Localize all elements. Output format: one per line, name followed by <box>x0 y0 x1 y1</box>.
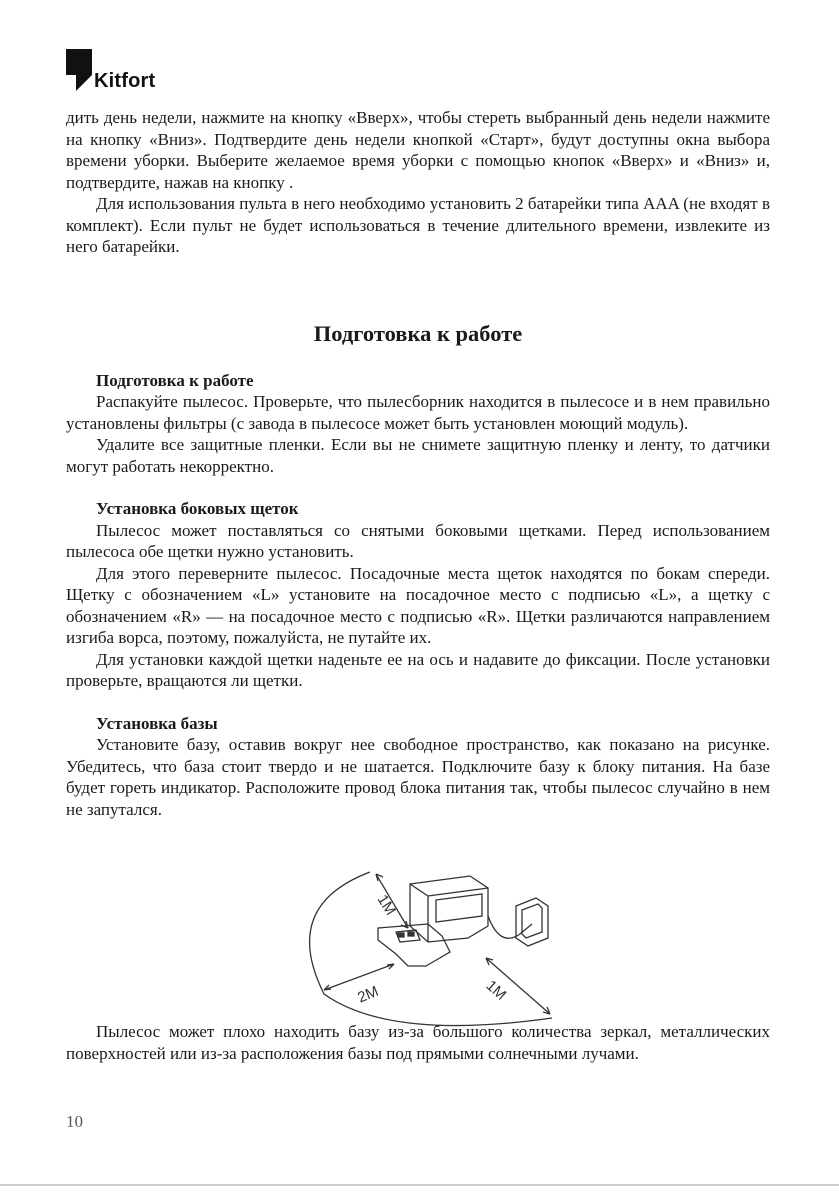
intro-paragraph-2: Для использования пульта в него необходимо установить 2 батарейки типа AAA (не входят в комплект). Если пульт не будет использоваться в течение длительного времени, извлеките из него батарейки. <box>66 194 770 256</box>
brushes-paragraph-2: Для этого переверните пылесос. Посадочные места щеток находятся по бокам спереди. Щетку с обозначением «L» установите на посадочное место с подписью «L», а щетку с обозначением «R» — на посадочное место с подписью «R». Щетки различаются направлением изгиба ворса, поэтому, пожалуйста, не путайте их. <box>66 563 770 647</box>
section-title: Подготовка к работе <box>313 320 523 346</box>
bottom-divider <box>0 1184 839 1186</box>
base-placement-diagram <box>300 866 560 1028</box>
dimension-label-right: 1M <box>482 977 510 1004</box>
brushes-heading: Установка боковых щеток <box>96 499 299 518</box>
brand-name: Kitfort <box>94 70 156 92</box>
dimension-label-top: 1M <box>373 891 400 919</box>
page-number: 10 <box>66 1112 83 1131</box>
dimension-label-left: 2M <box>355 982 381 1007</box>
base-heading: Установка базы <box>96 713 218 733</box>
intro-paragraph-1: дить день недели, нажмите на кнопку «Вверх», чтобы стереть выбранный день недели нажмите на кнопку «Вниз». Подтвердите день недели кнопкой «Старт», будут доступны окна выбора времени уборки. Выберите желаемое время уборки с помощью кнопок «Вверх» и «Вниз» и, подтвердите, нажав на кнопку . <box>66 108 770 192</box>
prep-heading: Подготовка к работе <box>96 370 254 390</box>
brushes-paragraph-1: Пылесос может поставляться со снятыми боковыми щетками. Перед использованием пылесоса обе щетки нужно установить. <box>66 520 770 561</box>
base-paragraph-2: Пылесос может плохо находить базу из-за большого количества зеркал, металлических поверхностей или из-за расположения базы под прямыми солнечными лучами. <box>66 1022 770 1063</box>
brushes-paragraph-3: Для установки каждой щетки наденьте ее на ось и надавите до фиксации. После установки проверьте, вращаются ли щетки. <box>66 649 770 690</box>
kitfort-logo <box>66 49 155 91</box>
kitfort-logo-icon <box>66 49 92 91</box>
prep-paragraph-1: Распакуйте пылесос. Проверьте, что пылесборник находится в пылесосе и в нем правильно установлены фильтры (с завода в пылесосе может быть установлен моющий модуль). <box>66 392 770 433</box>
prep-paragraph-2: Удалите все защитные пленки. Если вы не снимете защитную пленку и ленту, то датчики могут работать некорректно. <box>66 435 770 476</box>
base-paragraph-1: Установите базу, оставив вокруг нее свободное пространство, как показано на рисунке. Убедитесь, что база стоит твердо и не шатается. Подключите базу к блоку питания. На базе будет гореть индикатор. Расположите провод блока питания так, чтобы пылесос случайно в нем не запутался. <box>66 735 770 819</box>
